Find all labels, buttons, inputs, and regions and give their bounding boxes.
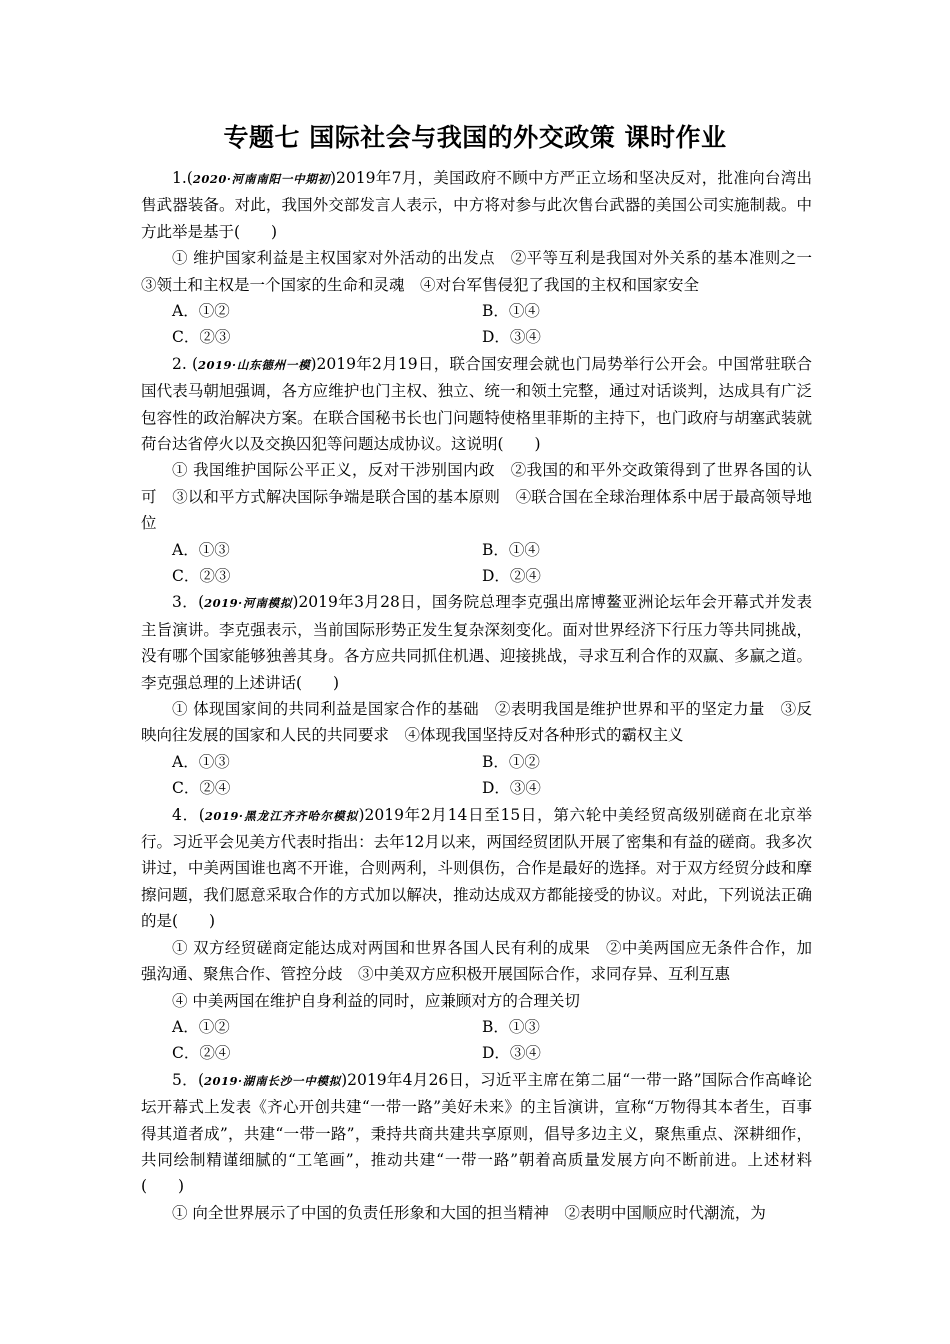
option-b[interactable]: B．①④ [482, 540, 540, 559]
question-4-stem: 4．(2019·黑龙江齐齐哈尔模拟)2019年2月14日至15日，第六轮中美经贸高级别磋商在北京举行。习近平会见美方代表时指出：去年12月以来，两国经贸团队开展了密集和有益的磋商。我多次讲过，中美两国谁也离不开谁，合则两利，斗则俱伤，合作是最好的选择。对于双方经贸分歧和摩擦问题，我们愿意采取合作的方式加以解决，推动达成双方都能接受的协议。对此，下列说法正确的是( ) [141, 805, 812, 931]
option-d[interactable]: D．③④ [482, 328, 541, 347]
question-1-options-row-2 [141, 324, 812, 350]
question-5-stem: 5．(2019·湖南长沙一中模拟)2019年4月26日，习近平主席在第二届“一带一路”国际合作高峰论坛开幕式上发表《齐心开创共建“一带一路”美好未来》的主旨演讲，宣称“万物得其本者生，百事得其道者成”，共建“一带一路”，秉持共商共建共享原则，倡导多边主义，聚焦重点、深耕细作，共同绘制精谨细腻的“工笔画”，推动共建“一带一路”朝着高质量发展方向不断前进。上述材料( ) [141, 1070, 812, 1196]
option-c[interactable]: C．②④ [172, 779, 231, 798]
option-d[interactable]: D．③④ [482, 779, 541, 798]
question-2-options-row-1 [141, 537, 812, 563]
option-d[interactable]: D．②④ [482, 567, 541, 586]
option-b[interactable]: B．①④ [482, 302, 540, 321]
option-b[interactable]: B．①② [482, 752, 540, 771]
option-a[interactable]: A．①② [172, 302, 230, 321]
option-a[interactable]: A．①② [172, 1017, 230, 1036]
question-3-options-row-1 [141, 749, 812, 775]
question-2-stem: 2. (2019·山东德州一模)2019年2月19日，联合国安理会就也门局势举行公开会。中国常驻联合国代表马朝旭强调，各方应维护也门主权、独立、统一和领土完整，通过对话谈判，达成具有广泛包容性的政治解决方案。在联合国秘书长也门问题特使格里菲斯的主持下，也门政府与胡塞武装就荷台达省停火以及交换囚犯等问题达成协议。这说明( ) [141, 354, 812, 454]
question-source: 2019·河南模拟 [204, 596, 293, 611]
question-4-options-row-1 [141, 1014, 812, 1040]
question-list [141, 165, 828, 1226]
question-5-statements: ① 向全世界展示了中国的负责任形象和大国的担当精神 ②表明中国顺应时代潮流，为 [172, 1203, 766, 1222]
question-3-options-row-2 [141, 775, 812, 801]
page-title: 专题七 国际社会与我国的外交政策 课时作业 [223, 123, 727, 152]
option-a[interactable]: A．①③ [172, 540, 230, 559]
question-3-statements: ① 体现国家间的共同利益是国家合作的基础 ②表明我国是维护世界和平的坚定力量 ③反映向往发展的国家和人民的共同要求 ④体现我国坚持反对各种形式的霸权主义 [141, 700, 812, 745]
question-source: 2019·山东德州一模 [198, 357, 311, 372]
question-2-options-row-2 [141, 563, 812, 589]
option-a[interactable]: A．①③ [172, 752, 230, 771]
question-1-options-row-1 [141, 298, 812, 324]
question-1-statements: ① 维护国家利益是主权国家对外活动的出发点 ②平等互利是我国对外关系的基本准则之一 ③领土和主权是一个国家的生命和灵魂 ④对台军售侵犯了我国的主权和国家安全 [141, 249, 828, 294]
option-b[interactable]: B．①③ [482, 1017, 540, 1036]
question-source: 2019·黑龙江齐齐哈尔模拟 [204, 808, 359, 823]
question-source: 2019·湖南长沙一中模拟 [204, 1073, 342, 1088]
question-3-stem: 3．(2019·河南模拟)2019年3月28日，国务院总理李克强出席博鳌亚洲论坛年会开幕式并发表主旨演讲。李克强表示，当前国际形势正发生复杂深刻变化。面对世界经济下行压力等共同挑战，没有哪个国家能够独善其身。各方应共同抓住机遇、迎接挑战，寻求互利合作的双赢、多赢之道。李克强总理的上述讲话( ) [141, 593, 812, 692]
option-c[interactable]: C．②③ [172, 567, 231, 586]
question-4-statements: ① 双方经贸磋商定能达成对两国和世界各国人民有利的成果 ②中美两国应无条件合作，加强沟通、聚焦合作、管控分歧 ③中美双方应积极开展国际合作，求同存异、互利互惠 [141, 938, 812, 984]
question-2-statements: ① 我国维护国际公平正义，反对干涉别国内政 ②我国的和平外交政策得到了世界各国的认可 ③以和平方式解决国际争端是联合国的基本原则 ④联合国在全球治理体系中居于最高领导地位 [141, 461, 812, 533]
question-1-stem: 1.(2020·河南南阳一中期初)2019年7月，美国政府不顾中方严正立场和坚决反对，批准向台湾出售武器装备。对此，我国外交部发言人表示，中方将对参与此次售台武器的美国公司实施制裁。中方此举是基于( ) [141, 169, 813, 241]
option-c[interactable]: C．②③ [172, 328, 231, 347]
question-4-statement-4: ④ 中美两国在维护自身利益的同时，应兼顾对方的合理关切 [172, 991, 580, 1010]
question-source: 2020·河南南阳一中期初 [192, 172, 330, 186]
option-c[interactable]: C．②④ [172, 1044, 231, 1063]
option-d[interactable]: D．③④ [482, 1044, 541, 1063]
question-4-options-row-2 [141, 1040, 812, 1066]
